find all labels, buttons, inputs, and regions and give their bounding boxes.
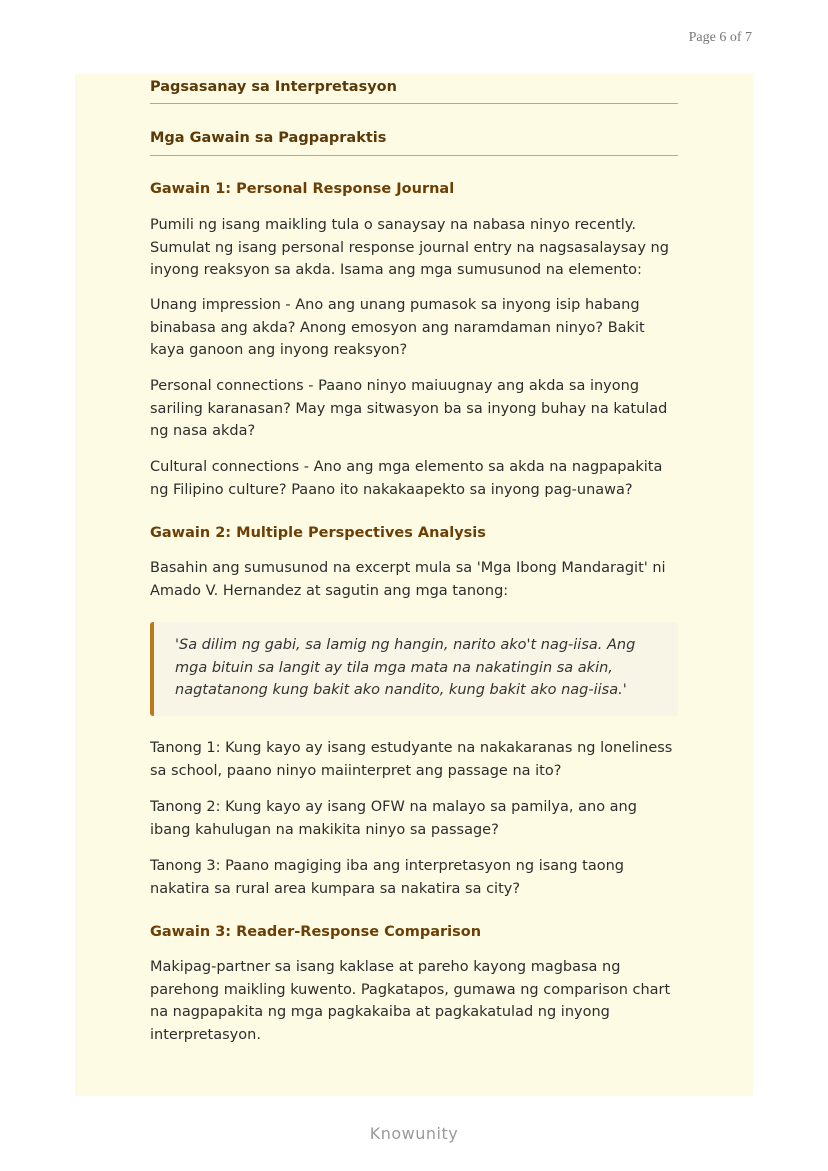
activity1-item: Personal connections - Paano ninyo maiuugnay ang akda sa inyong sariling karanasan? May mga sitwasyon ba sa inyong buhay na katulad ng nasa akda?	[150, 378, 668, 439]
activity3-body: Makipag-partner sa isang kaklase at pareho kayong magbasa ng parehong maikling kuwento. Pagkatapos, gumawa ng comparison chart na nagpapakita ng mga pagkakaiba at pagkakatulad ng inyong interpretasyon.	[150, 959, 671, 1043]
question-item: Tanong 3: Paano magiging iba ang interpretasyon ng isang taong nakatira sa rural area kumpara sa nakatira sa city?	[150, 858, 624, 897]
question-item: Tanong 2: Kung kayo ay isang OFW na malayo sa pamilya, ano ang ibang kahulugan na makikita ninyo sa passage?	[150, 799, 637, 838]
question-item: Tanong 1: Kung kayo ay isang estudyante na nakakaranas ng loneliness sa school, paano ninyo maiinterpret ang passage na ito?	[150, 740, 673, 779]
subsection-divider	[150, 155, 678, 156]
activity1-item: Unang impression - Ano ang unang pumasok sa inyong isip habang binabasa ang akda? Anong emosyon ang naramdaman ninyo? Bakit kaya ganoon ang inyong reaksyon?	[150, 297, 645, 358]
activity1-title: Gawain 1: Personal Response Journal	[150, 181, 455, 197]
section-divider	[150, 103, 678, 104]
activity2-intro: Basahin ang sumusunod na excerpt mula sa 'Mga Ibong Mandaragit' ni Amado V. Hernandez at sagutin ang mga tanong:	[150, 560, 666, 599]
excerpt-text: 'Sa dilim ng gabi, sa lamig ng hangin, narito ako't nag-iisa. Ang mga bituin sa langit ay tila mga mata na nakatingin sa akin, nagtatanong kung bakit ako nandito, kung bakit ako nag-iisa.'	[175, 637, 636, 698]
activity1-item: Cultural connections - Ano ang mga elemento sa akda na nagpapakita ng Filipino culture? Paano ito nakakaapekto sa inyong pag-unawa?	[150, 459, 663, 498]
activity3-title: Gawain 3: Reader-Response Comparison	[150, 924, 482, 940]
content-panel	[75, 74, 753, 1096]
activity1-intro: Pumili ng isang maikling tula o sanaysay na nabasa ninyo recently. Sumulat ng isang personal response journal entry na nagsasalaysay ng inyong reaksyon sa akda. Isama ang mga sumusunod na elemento:	[150, 217, 669, 278]
excerpt-blockquote	[150, 622, 678, 716]
subsection-title: Mga Gawain sa Pagpapraktis	[150, 130, 387, 146]
section-title: Pagsasanay sa Interpretasyon	[150, 79, 397, 95]
activity2-title: Gawain 2: Multiple Perspectives Analysis	[150, 525, 486, 541]
footer-brand: Knowunity	[369, 1124, 459, 1143]
page-number: Page 6 of 7	[688, 30, 752, 45]
